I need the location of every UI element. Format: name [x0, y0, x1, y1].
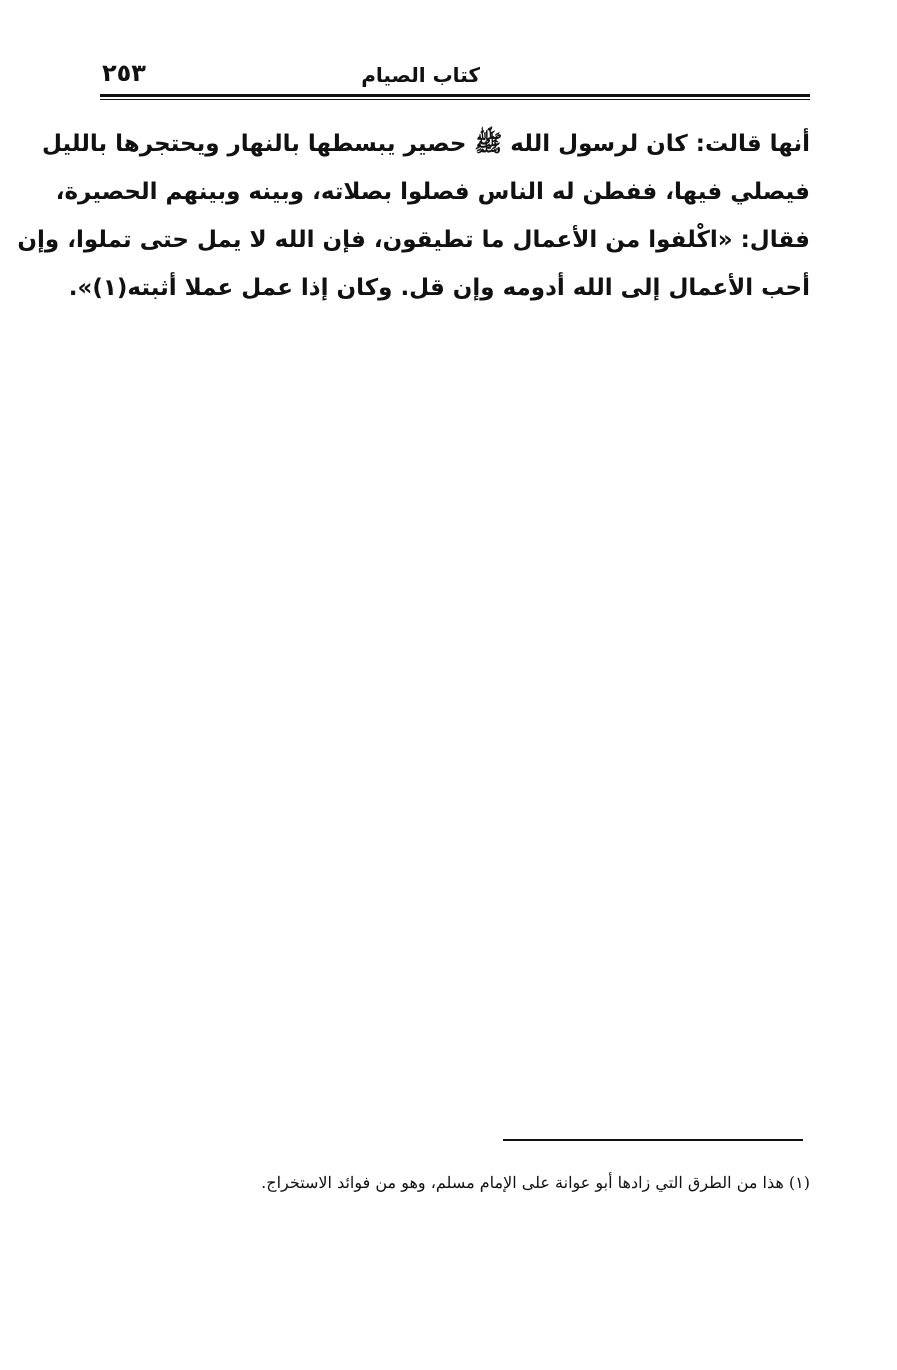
footnote: (١) هذا من الطرق التي زادها أبو عوانة على الإمام مسلم، وهو من فوائد الاستخراج.	[261, 1173, 810, 1192]
header-rule-thin	[100, 99, 810, 100]
text-line-2: فيصلي فيها، ففطن له الناس فصلوا بصلاته، وبينه وبينهم الحصيرة،	[55, 179, 810, 205]
running-header	[100, 56, 810, 94]
header-rule	[100, 94, 810, 97]
main-text	[17, 120, 810, 312]
header-title: كتاب الصيام	[361, 63, 480, 87]
footnote-separator	[503, 1139, 803, 1141]
text-line-1: أنها قالت: كان لرسول الله ﷺ حصير يبسطها بالنهار ويحتجرها بالليل	[41, 131, 810, 157]
text-line-4: أحب الأعمال إلى الله أدومه وإن قل. وكان إذا عمل عملا أثبته(١)».	[68, 275, 810, 301]
page-number: ٢٥٣	[102, 59, 146, 87]
text-line-3: فقال: «اكْلفوا من الأعمال ما تطيقون، فإن الله لا يمل حتى تملوا، وإن	[17, 227, 810, 253]
